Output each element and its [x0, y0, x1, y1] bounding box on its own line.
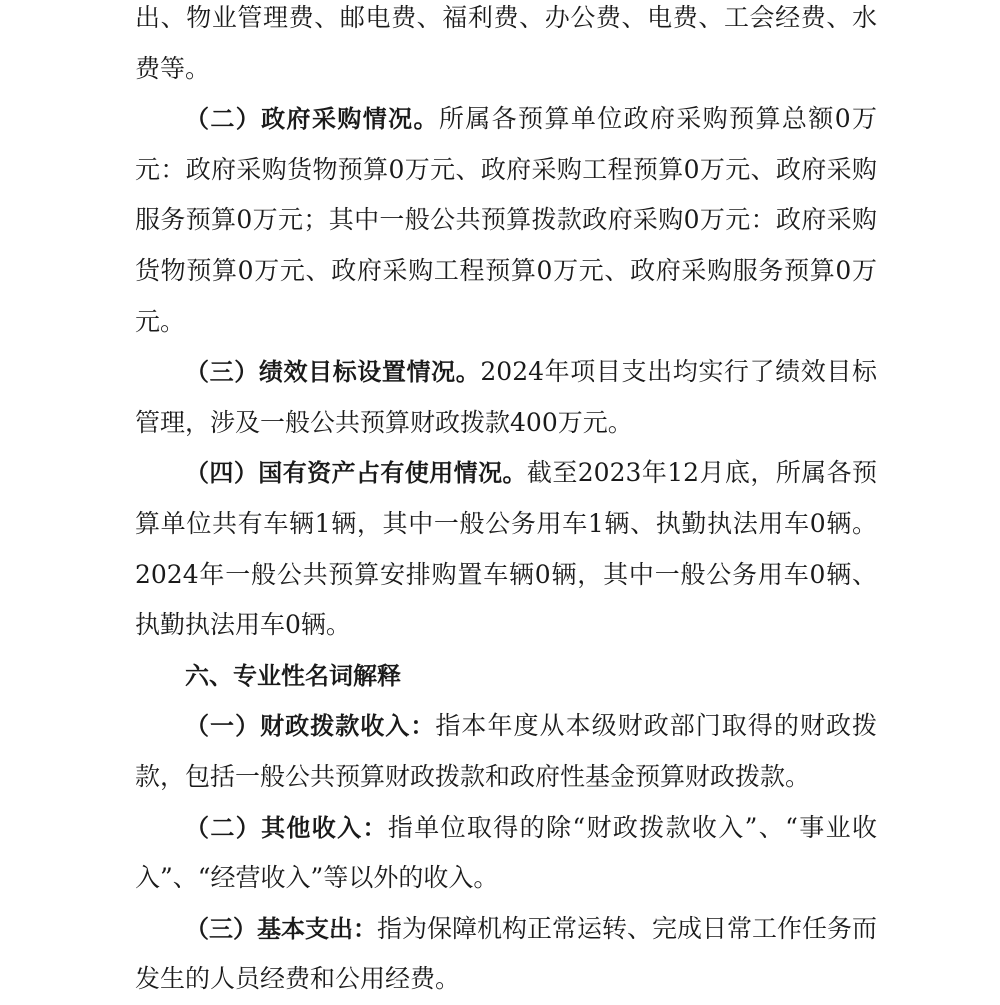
- paragraph-other-income: [135, 803, 877, 904]
- paragraph-heading: （三）基本支出：: [185, 914, 377, 943]
- paragraph-text: 指单位取得的除“财政拨款收入”、“事业收入”、“经营收入”等以外的收入。: [135, 812, 877, 893]
- section-heading: 六、专业性名词解释: [185, 661, 401, 690]
- paragraph-basic-expenditure: [135, 904, 877, 1005]
- paragraph-fiscal-income: [135, 701, 877, 802]
- paragraph-heading: （二）政府采购情况。: [185, 105, 439, 134]
- paragraph-state-assets: [135, 448, 877, 650]
- paragraph-text: 指本年度从本级财政部门取得的财政拨款，包括一般公共预算财政拨款和政府性基金预算财政拨款。: [135, 711, 877, 791]
- paragraph-heading: （二）其他收入：: [185, 813, 388, 842]
- paragraph-text: 指为保障机构正常运转、完成日常工作任务而发生的人员经费和公用经费。: [135, 913, 878, 994]
- paragraph-text: 2024年项目支出均实行了绩效目标管理，涉及一般公共预算财政拨款400万元。: [135, 357, 878, 437]
- paragraph-continued: [135, 0, 877, 94]
- paragraph-text: 出、物业管理费、邮电费、福利费、办公费、电费、工会经费、水费等。: [135, 3, 877, 83]
- paragraph-text: 截至2023年12月底，所属各预算单位共有车辆1辆，其中一般公务用车1辆、执勤执法用车0辆。2024年一般公共预算安排购置车辆0辆，其中一般公务用车0辆、执勤执法用车0辆。: [135, 458, 878, 640]
- paragraph-text: 所属各预算单位政府采购预算总额0万元：政府采购货物预算0万元、政府采购工程预算0万元、政府采购服务预算0万元；其中一般公共预算拨款政府采购0万元：政府采购货物预算0万元、政府采购工程预算0万元、政府采购服务预算0万元。: [135, 104, 877, 336]
- paragraph-heading: （三）绩效目标设置情况。: [185, 358, 481, 387]
- paragraph-heading: （四）国有资产占有使用情况。: [185, 459, 527, 488]
- document-page: [135, 0, 877, 1005]
- paragraph-heading: （一）财政拨款收入：: [185, 712, 436, 741]
- paragraph-government-procurement: [135, 94, 877, 347]
- paragraph-performance-targets: [135, 347, 877, 448]
